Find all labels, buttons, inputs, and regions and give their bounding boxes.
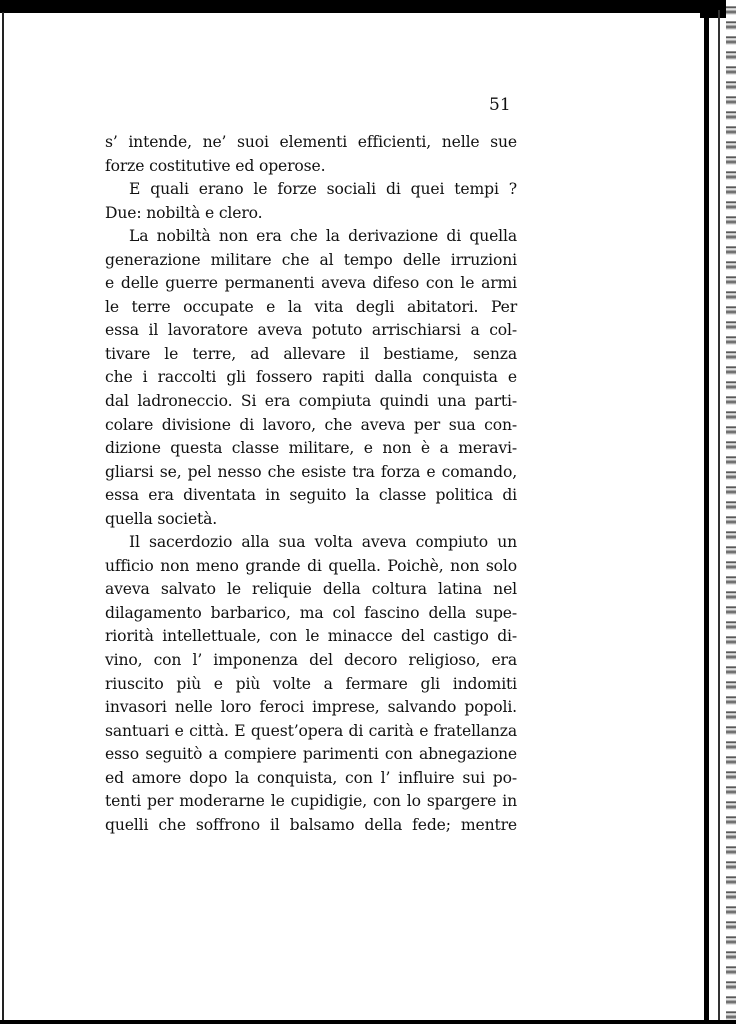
text-line: essa il lavoratore aveva potuto arrischiarsi a col- (105, 321, 517, 340)
paragraph (105, 131, 517, 178)
text-line: quelli che soffrono il balsamo della fede; mentre (105, 815, 517, 834)
paragraph (105, 531, 517, 837)
text-line: tenti per moderarne le cupidigie, con lo spargere in (105, 792, 517, 811)
text-line: Due: nobiltà e clero. (105, 203, 263, 222)
book-edge (726, 0, 736, 1024)
text-line: dilagamento barbarico, ma col fascino della supe- (105, 603, 517, 622)
binding-line (718, 10, 720, 1024)
text-line: santuari e città. E quest’opera di carità e fratellanza (105, 721, 517, 740)
text-line: ed amore dopo la conquista, con l’ influire sui po- (105, 768, 517, 787)
body-text (105, 131, 517, 837)
text-line: esso seguitò a compiere parimenti con abnegazione (105, 745, 517, 764)
text-line: riuscito più e più volte a fermare gli indomiti (105, 674, 517, 693)
page-number: 51 (489, 95, 511, 115)
text-line: s’ intende, ne’ suoi elementi efficienti, nelle sue (105, 133, 517, 151)
text-line: che i raccolti gli fossero rapiti dalla conquista e (105, 368, 517, 387)
text-line: essa era diventata in seguito la classe politica di (105, 486, 517, 505)
text-line: colare divisione di lavoro, che aveva per sua con- (105, 415, 517, 434)
text-line: tivare le terre, ad allevare il bestiame, senza (105, 344, 517, 363)
text-line: generazione militare che al tempo delle irruzioni (105, 250, 517, 269)
text-line: e delle guerre permanenti aveva difeso con le armi (105, 274, 517, 293)
text-line: quella società. (105, 509, 218, 528)
text-line: La nobiltà non era che la derivazione di quella (129, 227, 517, 246)
scan-top-border (0, 0, 736, 13)
text-line: vino, con l’ imponenza del decoro religioso, era (105, 651, 517, 670)
text-line: dal ladroneccio. Si era compiuta quindi una parti- (105, 392, 517, 411)
text-line: Il sacerdozio alla sua volta aveva compiuto un (129, 533, 517, 552)
paragraph (105, 225, 517, 531)
text-line: aveva salvato le reliquie della coltura latina nel (105, 580, 517, 599)
text-line: riorità intellettuale, con le minacce del castigo di- (105, 627, 517, 646)
text-line: le terre occupate e la vita degli abitatori. Per (105, 297, 517, 316)
scan-left-edge (2, 12, 4, 1022)
text-line: gliarsi se, pel nesso che esiste tra forza e comando, (105, 462, 517, 481)
scan-bottom-border (0, 1020, 736, 1024)
text-line: ufficio non meno grande di quella. Poichè, non solo (105, 556, 517, 575)
text-line: dizione questa classe militare, e non è a meravi- (105, 439, 517, 458)
binding-line (704, 10, 709, 1024)
text-line: forze costitutive ed operose. (105, 156, 326, 175)
paragraph (105, 178, 517, 225)
text-line: invasori nelle loro feroci imprese, salvando popoli. (105, 698, 517, 717)
text-line: E quali erano le forze sociali di quei tempi ? (129, 180, 517, 199)
